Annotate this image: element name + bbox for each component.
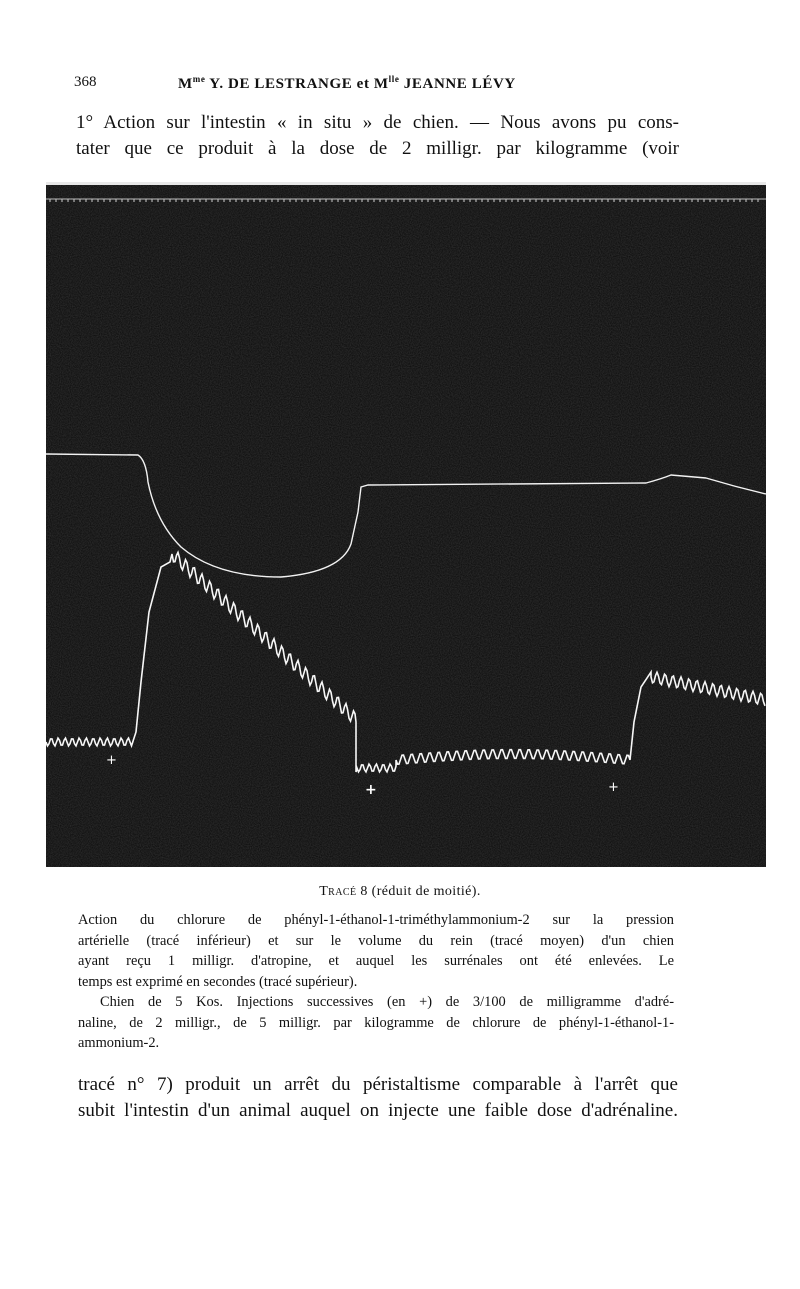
caption-title-label: Tracé [319,884,357,899]
injection-mark-3: + [608,780,619,795]
injection-mark-1: + [106,753,117,768]
caption-p1-line-1: Action du chlorure de phényl-1-éthanol-1-triméthylammonium-2 sur la pression [78,912,674,928]
caption-paragraph-1 [78,910,674,992]
caption-p1-line-3: ayant reçu 1 milligr. d'atropine, et auquel les surrénales ont été enlevées. Le [78,953,674,969]
running-head-part-1: M [178,76,193,92]
figure-top-border [46,182,766,185]
kymograph-figure [46,182,766,867]
kymograph-svg [46,182,766,867]
figure-caption-title [0,884,800,900]
caption-p2-line-2: naline, de 2 milligr., de 5 milligr. par kilogramme de chlorure de phényl-1-éthanol-1- [78,1014,674,1031]
caption-p1-line-4: temps est exprimé en secondes (tracé supérieur). [78,973,358,990]
running-head-part-3: JEANNE LÉVY [399,76,516,92]
page-header [74,74,674,96]
running-head [178,74,516,93]
caption-p2-line-3: ammonium-2. [78,1035,160,1051]
conclusion-line-1: tracé n° 7) produit un arrêt du péristaltisme comparable à l'arrêt que [78,1074,678,1095]
running-head-sup-2: lle [388,74,400,84]
figure-caption [78,910,674,1054]
injection-mark-2: + [365,782,377,798]
running-head-part-2: Y. DE LESTRANGE et M [205,76,389,92]
caption-p2-line-1: Chien de 5 Kos. Injections successives (en +) de 3/100 de milligramme d'adré- [100,994,674,1010]
running-head-sup-1: me [192,74,206,84]
intro-paragraph [76,110,679,162]
page-number: 368 [74,74,97,90]
caption-paragraph-2 [78,992,674,1054]
caption-p1-line-2: artérielle (tracé inférieur) et sur le volume du rein (tracé moyen) d'un chien [78,932,674,949]
caption-title-rest: 8 (réduit de moitié). [356,884,481,899]
conclusion-line-2: subit l'intestin d'un animal auquel on injecte une faible dose d'adrénaline. [78,1100,678,1121]
intro-line-2: tater que ce produit à la dose de 2 milligr. par kilogramme (voir [76,138,679,159]
intro-line-1: 1° Action sur l'intestin « in situ » de chien. — Nous avons pu cons- [76,112,679,133]
conclusion-paragraph [78,1072,678,1124]
